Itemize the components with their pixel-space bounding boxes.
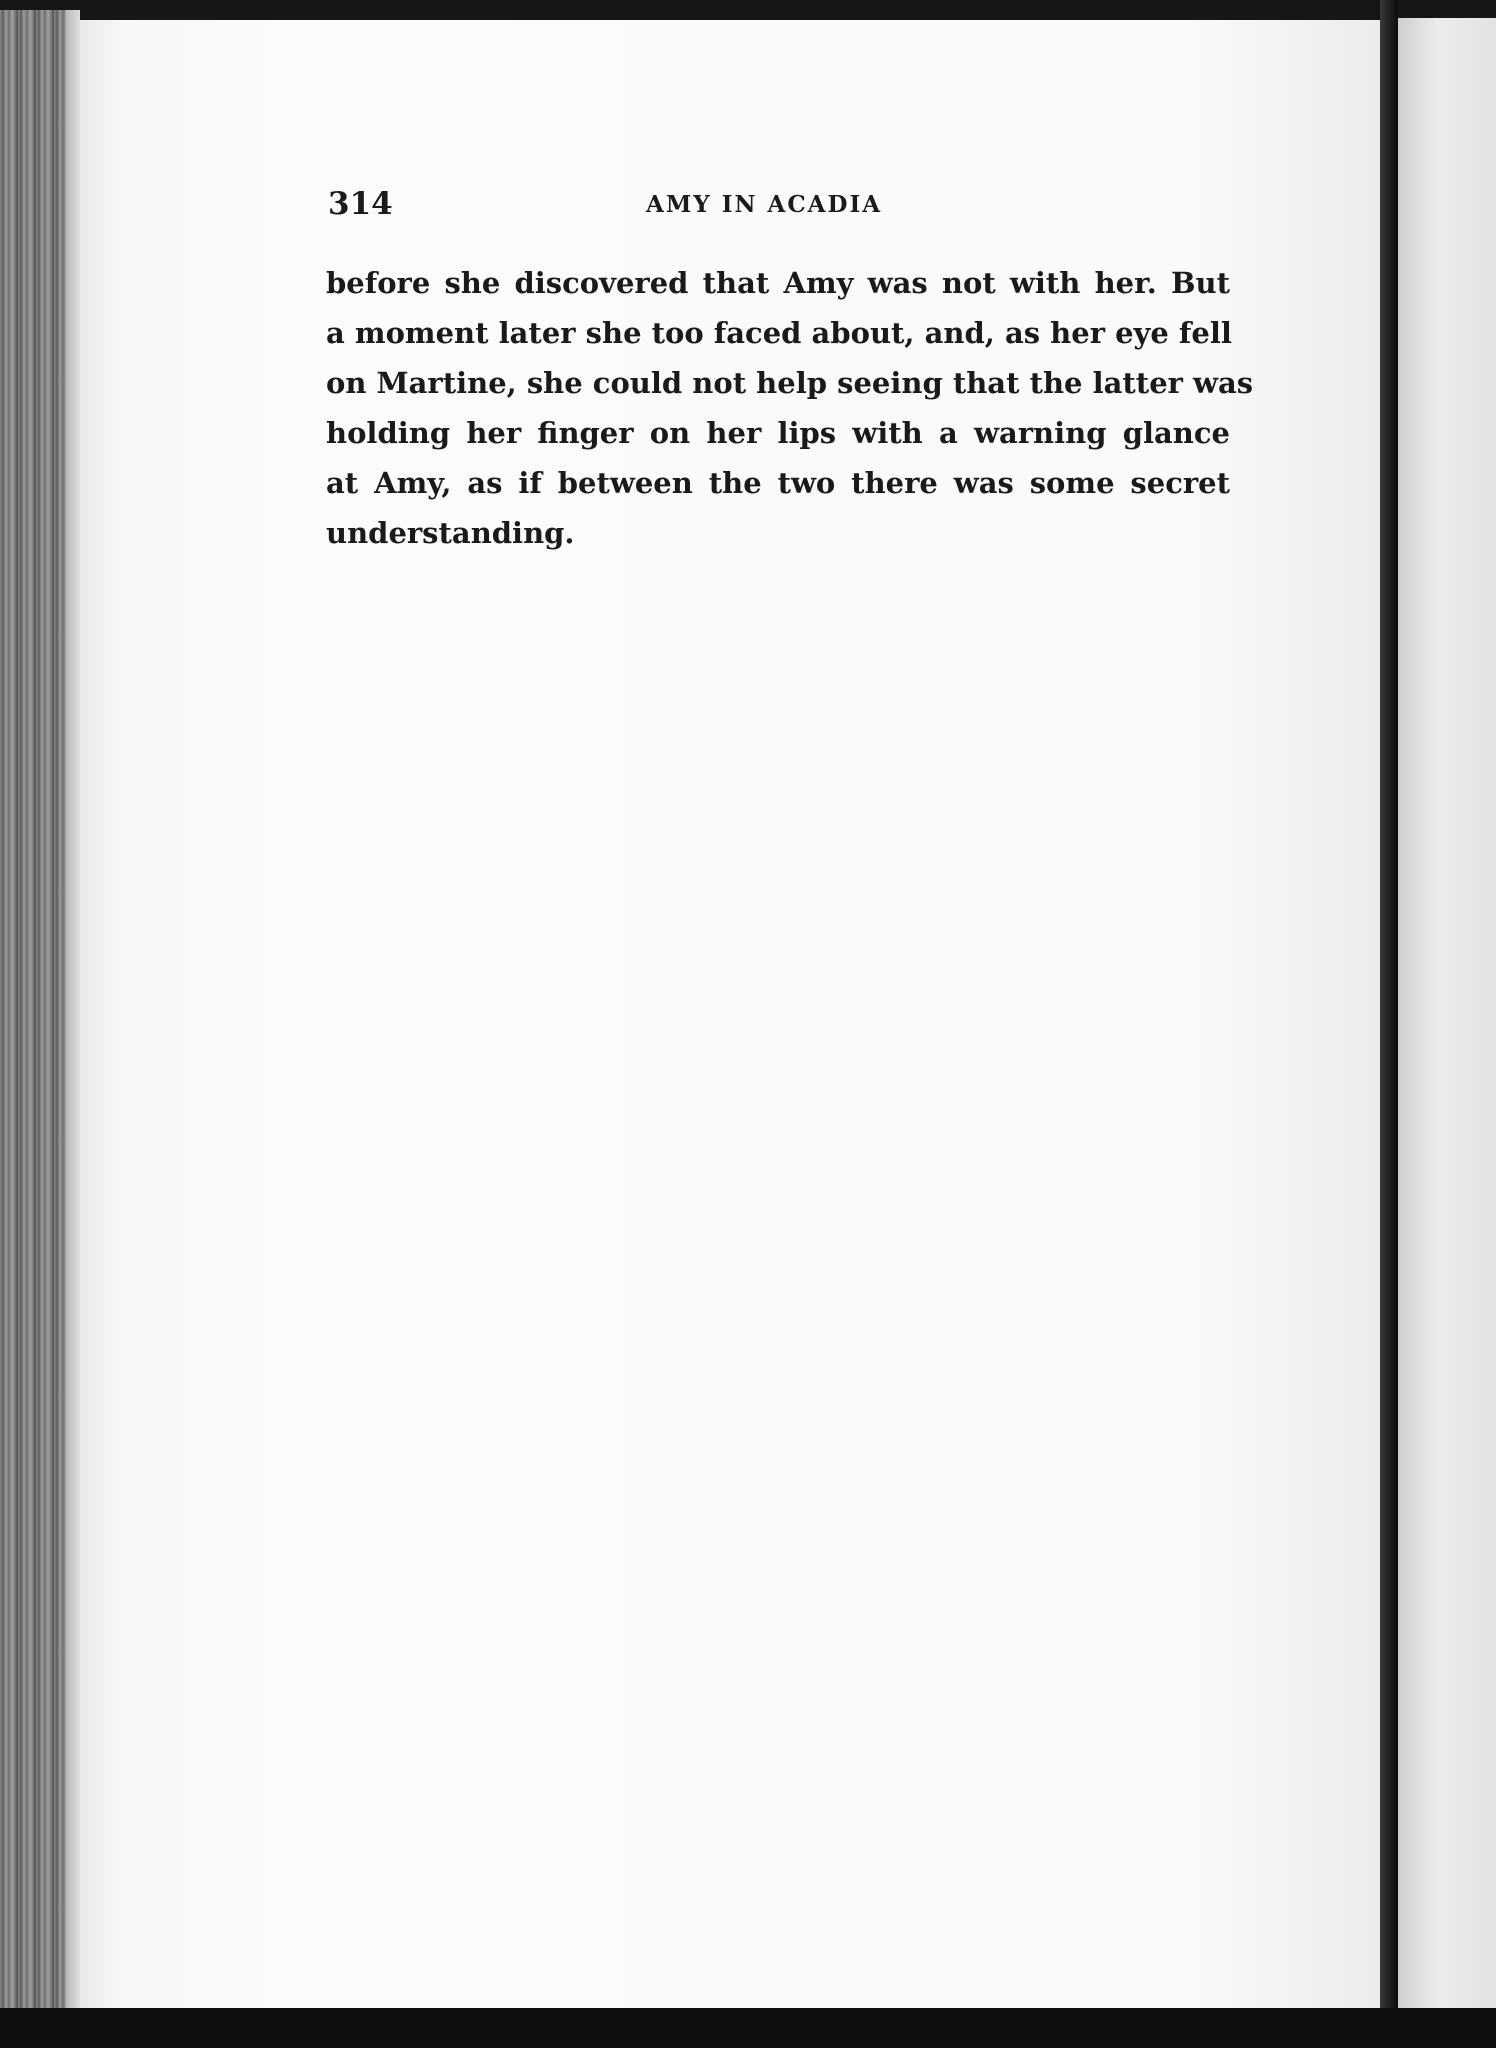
page-edges xyxy=(0,10,80,2018)
text-line: a moment later she too faced about, and, as her eye fell xyxy=(326,316,1232,350)
text-line: understanding. xyxy=(326,516,575,550)
body-paragraph xyxy=(326,258,1254,558)
page-number: 314 xyxy=(328,186,393,222)
running-head xyxy=(328,186,1228,236)
scan-bottom-border xyxy=(0,2008,1496,2048)
text-line: at Amy, as if between the two there was some secret xyxy=(326,466,1230,500)
text-line: holding her finger on her lips with a warning glance xyxy=(326,416,1230,450)
facing-page-edge xyxy=(1398,18,1496,2008)
text-line: before she discovered that Amy was not with her. But xyxy=(326,266,1230,300)
running-title: AMY IN ACADIA xyxy=(646,191,883,218)
binding-gutter xyxy=(1380,0,1398,2048)
text-line: on Martine, she could not help seeing that the latter was xyxy=(326,366,1254,400)
